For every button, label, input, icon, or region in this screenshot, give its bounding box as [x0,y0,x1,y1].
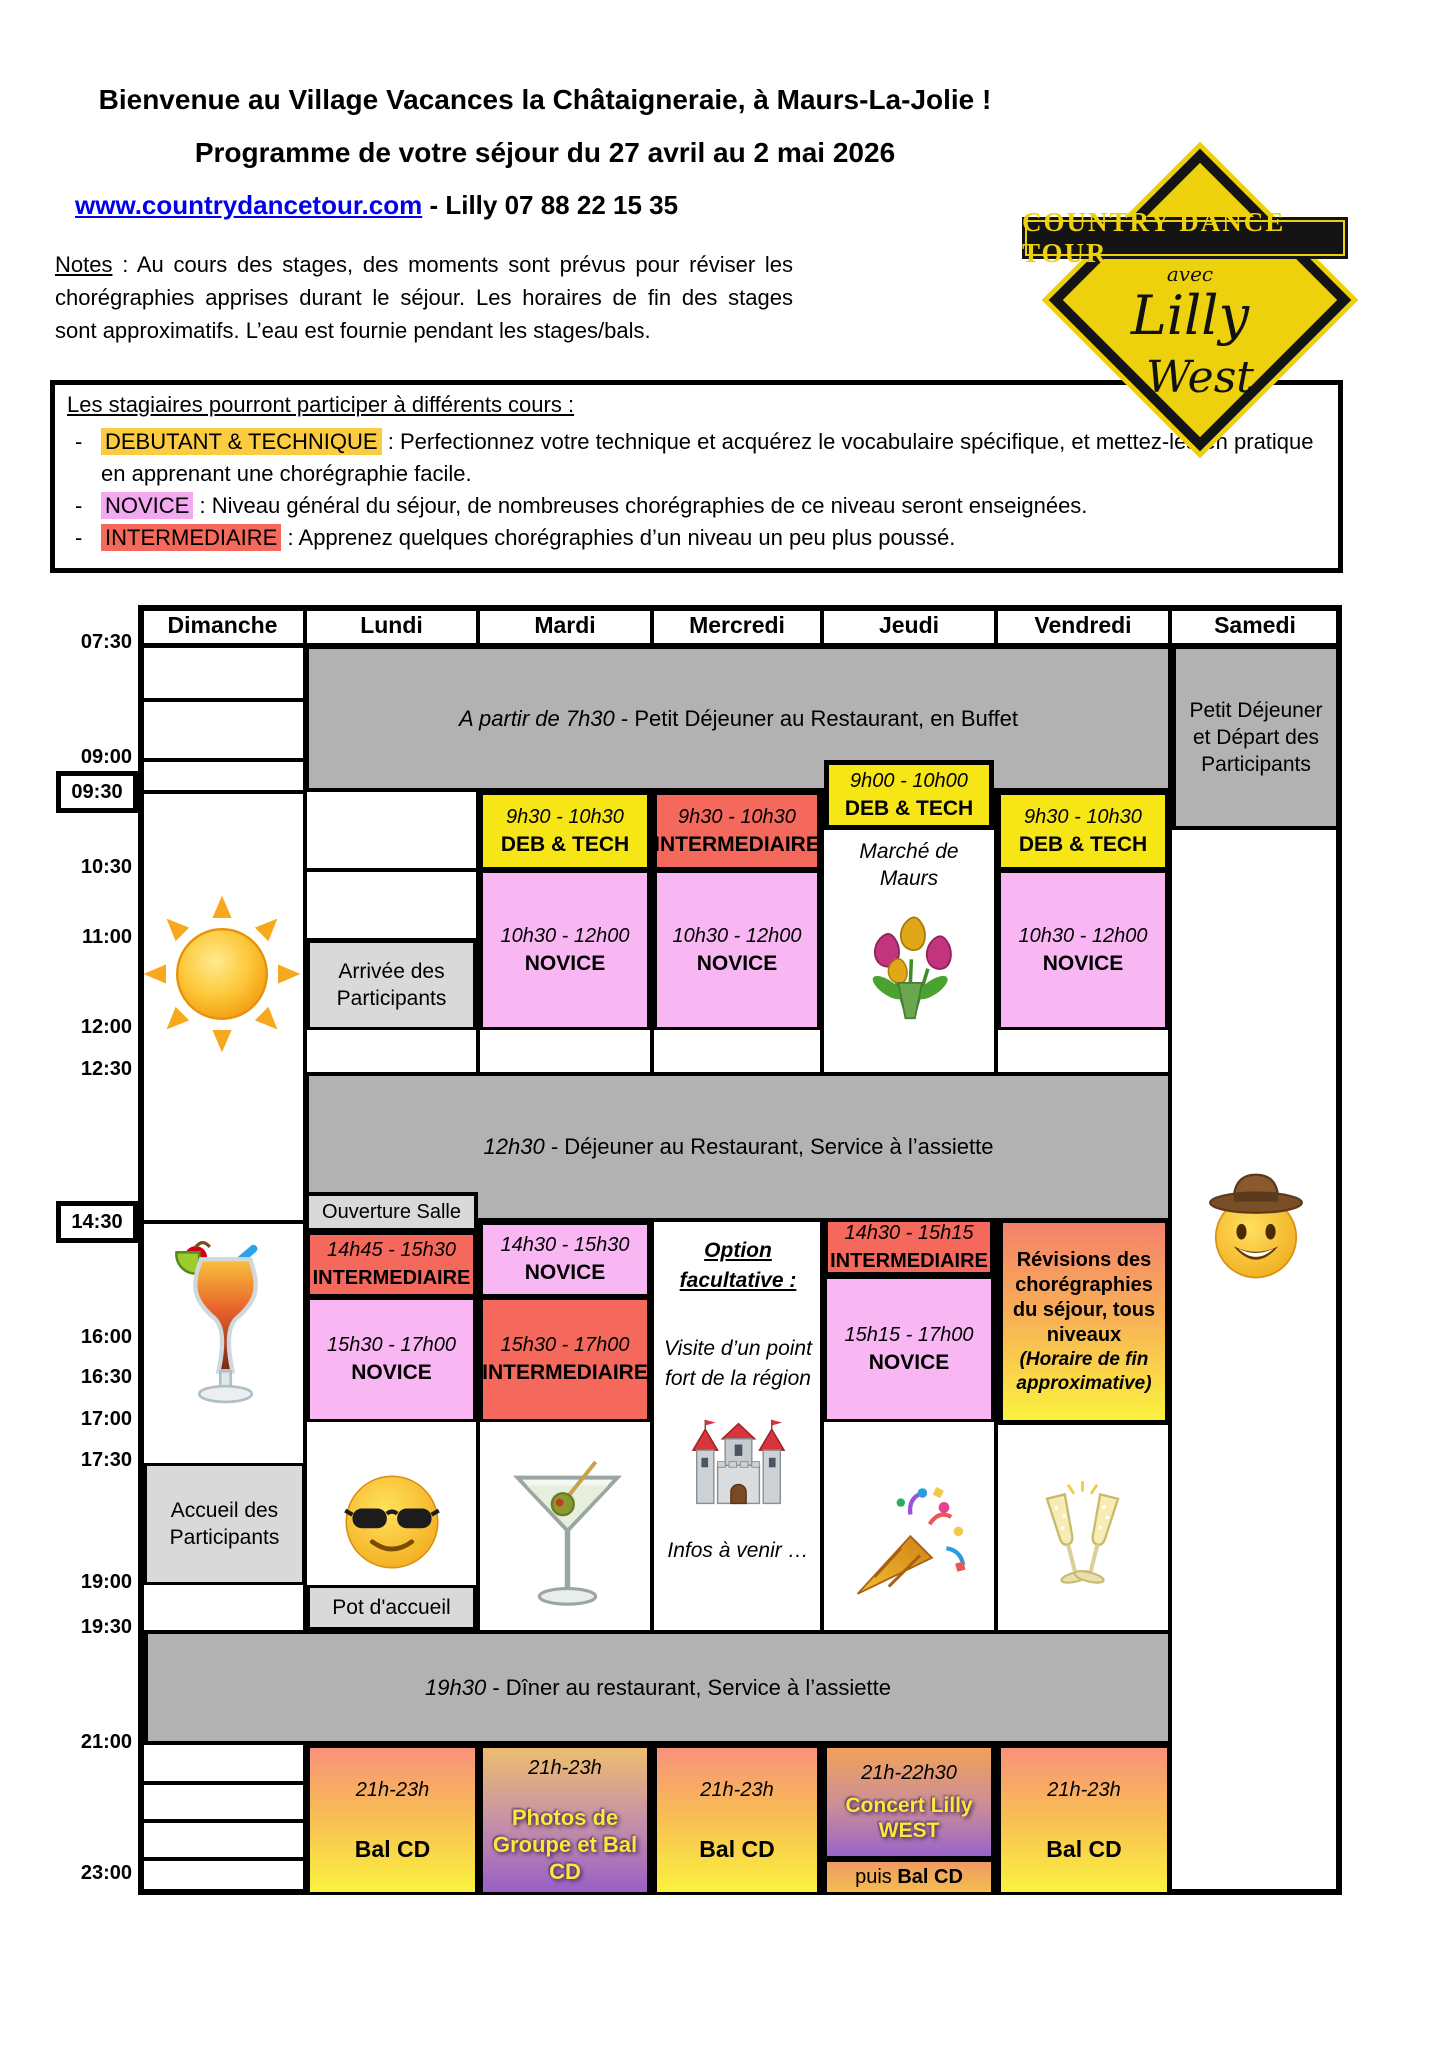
time-label-0730: 07:30 [80,631,132,653]
bal-label: Bal CD [699,1835,775,1862]
day-header-samedi: Samedi [1214,612,1296,638]
course-mercredi-intermediaire [654,792,820,870]
day-header-vendredi: Vendredi [1034,612,1132,638]
course-mardi-pm-novice [480,1222,650,1297]
lunch-time: 12h30 [483,1134,545,1159]
legend-colon: : [287,525,294,550]
course-time: 9h30 - 10h30 [1024,805,1142,828]
contact-line [75,190,678,221]
time-label-2100: 21:00 [80,1731,132,1753]
grid-line [144,698,305,702]
time-label-1630: 16:30 [80,1366,132,1388]
dinner-time: 19h30 [425,1674,487,1700]
course-level: NOVICE [351,1361,432,1384]
grid-line [144,790,305,794]
arrivee-cell [307,940,476,1030]
time-label-2300: 23:00 [80,1862,132,1884]
legend-item-novice [67,490,1326,522]
grid-line [650,1222,654,1630]
course-level: DEB & TECH [844,796,974,820]
course-lundi-intermediaire [307,1232,476,1297]
time-label-1900: 19:00 [80,1571,132,1593]
option-cell [656,1222,820,1563]
grid-line [144,1819,305,1823]
legend-desc-intermediaire: Apprenez quelques chorégraphies d’un niveau un peu plus poussé. [298,525,956,550]
course-legend [50,380,1343,573]
puis-bal-jeudi-cell [824,1859,994,1895]
grid-line [144,1781,305,1785]
course-jeudi-pm-novice [824,1276,994,1422]
legend-level-novice: NOVICE [101,492,193,519]
course-time: 9h00 - 10h00 [850,769,968,792]
accueil-cell [144,1463,305,1585]
revisions-note: (Horaire de fin approximative) [1016,1348,1152,1394]
time-label-1930: 19:30 [80,1616,132,1638]
course-time: 15h30 - 17h00 [326,1334,456,1356]
grid-line [144,1220,305,1224]
course-level: NOVICE [696,951,778,975]
legend-level-debutant: DEBUTANT & TECHNIQUE [101,428,382,455]
time-label-1030: 10:30 [80,856,132,878]
course-vendredi-novice [998,870,1168,1030]
legend-desc-debutant: Perfectionnez votre technique et acquérez le vocabulaire spécifique, et mettez-les en pratique en apprenant une chorégraphie facile. [101,429,1314,486]
legend-colon: : [387,429,394,454]
legend-desc-novice: Niveau général du séjour, de nombreuses chorégraphies de ce niveau seront enseignées. [211,493,1088,518]
bullet-dash: - [75,525,83,550]
dinner-band [144,1630,1172,1745]
sun-icon [142,890,302,1058]
course-level: NOVICE [524,951,606,975]
course-level: INTERMEDIAIRE [312,1267,471,1289]
day-header-mercredi: Mercredi [689,612,785,638]
concert-time: 21h-22h30 [861,1762,957,1784]
concert-label: Concert Lilly WEST [845,1794,973,1842]
grid-line [820,792,824,1072]
course-level: DEB & TECH [500,832,630,856]
bal-vendredi-cell [998,1745,1170,1895]
revisions-text: Révisions des chorégraphies du séjour, tous niveaux [1012,1248,1156,1346]
course-time: 10h30 - 12h00 [1018,924,1148,947]
arrivee-text: Arrivée des Participants [336,960,447,1010]
course-vendredi-debtech [998,792,1168,870]
option-desc: Visite d’un point fort de la région [664,1337,812,1390]
grid-line [307,868,476,872]
course-time: 15h30 - 17h00 [500,1334,630,1356]
contact-phone: - Lilly 07 88 22 15 35 [429,190,679,220]
puis-text: puis [855,1865,892,1888]
grid-line [144,1857,305,1861]
course-time: 10h30 - 12h00 [500,924,630,947]
notes-line3: sont approximatifs. L’eau est fournie pendant les stages/bals. [55,318,651,343]
infos-text: Infos à venir … [667,1539,809,1562]
sunglasses-face-icon [340,1470,444,1574]
logo-banner-text: COUNTRY DANCE TOUR [1022,207,1286,268]
course-jeudi-debtech [824,760,994,830]
course-time: 14h30 - 15h30 [500,1234,630,1256]
bal-label: Bal CD [1046,1835,1122,1862]
course-mardi-pm-intermediaire [480,1297,650,1422]
course-time: 14h30 - 15h15 [844,1221,974,1244]
page-title: Bienvenue au Village Vacances la Châtaigneraie, à Maurs-La-Jolie ! [98,84,992,115]
course-level: NOVICE [524,1261,606,1284]
course-lundi-novice [307,1297,476,1422]
notes-paragraph [55,248,793,347]
samedi-breakfast-text: Petit Déjeuner et Départ des Participants [1189,699,1323,776]
time-label-0900: 09:00 [80,746,132,768]
bal-mercredi-cell [654,1745,820,1895]
party-popper-icon [848,1478,968,1604]
time-label-1430-boxed: 14:30 [56,1201,138,1243]
course-time: 9h30 - 10h30 [506,805,624,828]
notes-line2: chorégraphies apprises durant le séjour. Les horaires de fin des stages [55,285,793,310]
pot-accueil-cell [307,1585,476,1630]
option-title: Option facultative : [679,1239,797,1292]
legend-level-intermediaire: INTERMEDIAIRE [101,524,281,551]
course-mardi-debtech [480,792,650,870]
legend-item-intermediaire [67,522,1326,554]
time-label-1600: 16:00 [80,1326,132,1348]
bal-lundi-cell [307,1745,478,1895]
legend-colon: : [199,493,206,518]
course-mardi-novice [480,870,650,1030]
ouverture-text: Ouverture Salle [322,1200,461,1223]
dinner-text: - Dîner au restaurant, Service à l’assiette [486,1674,891,1700]
time-label-1730: 17:30 [80,1449,132,1471]
logo-banner [1022,207,1348,268]
course-mercredi-novice [654,870,820,1030]
bal-label: Bal CD [354,1835,431,1862]
bal-time: 21h-23h [1047,1778,1121,1801]
course-time: 14h45 - 15h30 [326,1239,456,1261]
champagne-icon [1025,1478,1140,1604]
course-level: INTERMEDIAIRE [830,1249,988,1272]
breakfast-text: - Petit Déjeuner au Restaurant, en Buffet [614,705,1018,731]
course-level: INTERMEDIAIRE [654,832,820,856]
breakfast-band [305,645,1172,792]
page-subtitle: Programme de votre séjour du 27 avril au 2 mai 2026 [194,137,896,168]
time-label-1100: 11:00 [81,926,132,948]
concert-jeudi-cell [824,1745,994,1859]
logo-west-text: West [1146,352,1254,403]
course-time: 10h30 - 12h00 [672,924,802,947]
course-level: INTERMEDIAIRE [482,1361,648,1384]
bullet-dash: - [75,493,83,518]
course-level: NOVICE [1042,951,1124,975]
accueil-text: Accueil des Participants [169,1499,280,1549]
course-level: DEB & TECH [1018,832,1148,856]
course-level: NOVICE [868,1350,950,1374]
marche-cell [824,838,994,892]
samedi-breakfast-cell [1172,645,1340,830]
revisions-cell [998,1218,1170,1425]
bouquet-icon [850,900,968,1028]
martini-icon [505,1458,630,1616]
lunch-text: - Déjeuner au Restaurant, Service à l’assiette [544,1134,994,1159]
course-time: 9h30 - 10h30 [678,805,796,828]
website-link[interactable]: www.countrydancetour.com [75,190,423,220]
time-label-1700: 17:00 [80,1408,132,1430]
time-label-0930-boxed: 09:30 [56,771,138,813]
day-header-jeudi: Jeudi [878,612,940,638]
pot-accueil-text: Pot d'accueil [332,1595,451,1619]
course-jeudi-pm-intermediaire [824,1218,994,1276]
grid-line [144,758,305,762]
logo-lilly-text: Lilly [1130,284,1250,347]
notes-label: Notes [55,252,113,277]
notes-line1: : Au cours des stages, des moments sont prévus pour réviser les [112,252,793,277]
ouverture-cell [305,1192,478,1232]
cowboy-face-icon [1200,1168,1312,1282]
legend-title: Les stagiaires pourront participer à différents cours : [67,392,575,417]
logo-avec-text: avec [1166,262,1214,286]
day-header-dimanche: Dimanche [167,612,278,638]
castle-icon [691,1416,786,1511]
bullet-dash: - [75,429,83,454]
course-time: 15h15 - 17h00 [844,1323,974,1346]
marche-text: Marché de Maurs [859,840,959,890]
puis-bal-label: Bal CD [897,1865,963,1888]
time-label-1230: 12:30 [80,1058,132,1080]
tropical-drink-icon [152,1240,292,1436]
day-header-mardi: Mardi [534,612,596,638]
day-header-lundi: Lundi [360,612,423,638]
legend-item-debutant [67,426,1326,490]
bal-time: 21h-23h [528,1756,602,1779]
bal-time: 21h-23h [355,1778,430,1801]
time-label-1200: 12:00 [80,1016,132,1038]
breakfast-time: A partir de 7h30 [459,705,615,731]
photos-bal-label: Photos de Groupe et Bal CD [492,1804,638,1884]
photos-bal-mardi-cell [480,1745,650,1895]
bal-time: 21h-23h [700,1778,774,1801]
